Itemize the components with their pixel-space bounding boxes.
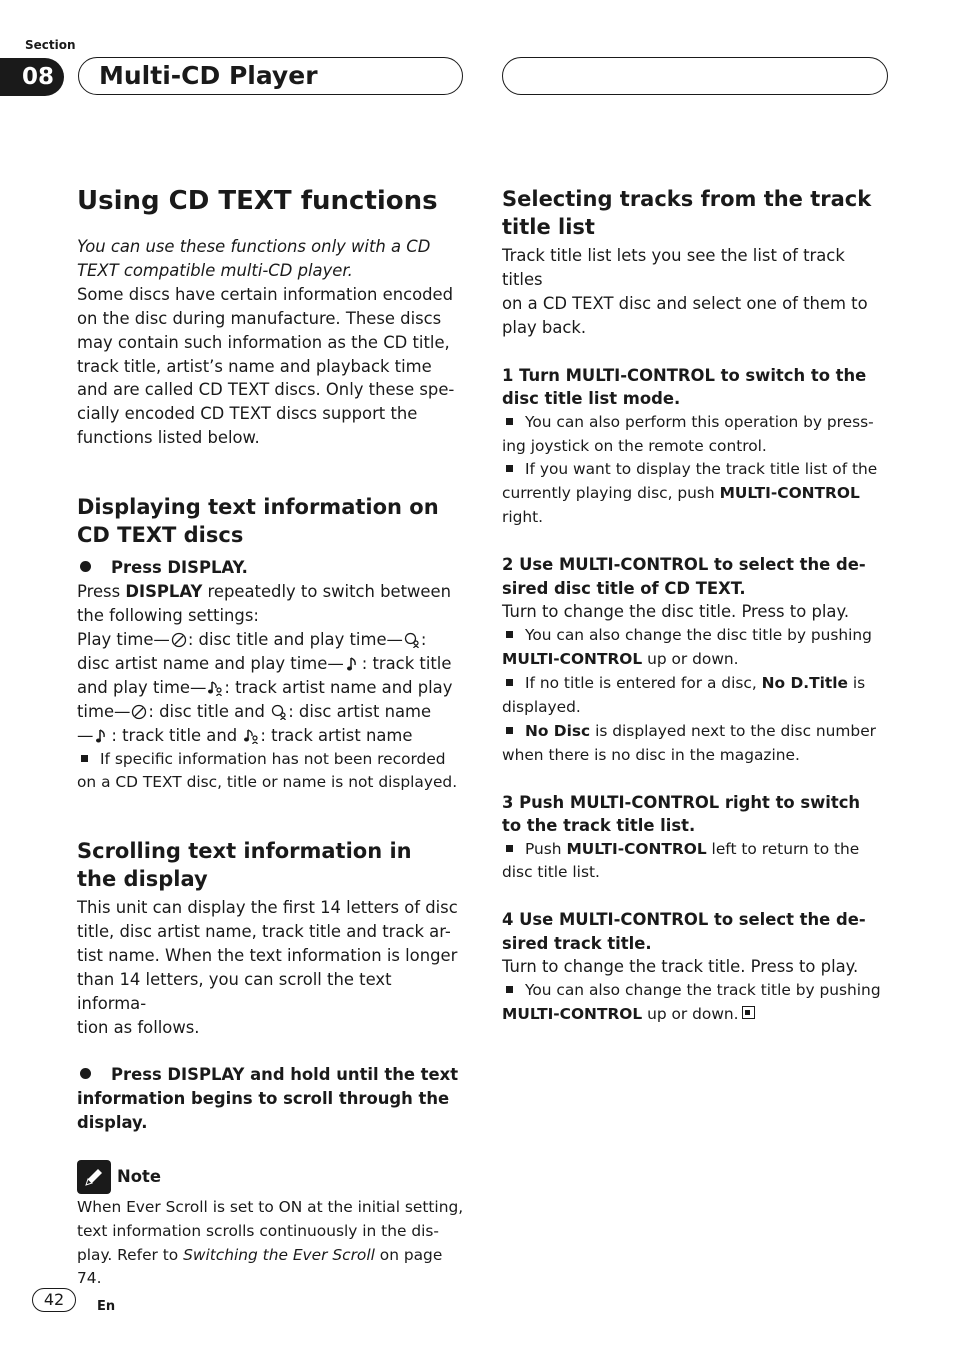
press-display-step: Press DISPLAY. <box>77 556 465 580</box>
note-text: When Ever Scroll is set to ON at the initial setting, text information scrolls continuously in the dis- play. Refer to Switching the Ever Scroll on page 74. <box>77 1197 464 1288</box>
step-3: 3 Push MULTI-CONTROL right to switch to the track title list. <box>502 792 861 835</box>
section-label: Section <box>25 38 76 52</box>
step-2-body: Turn to change the disc title. Press to play. <box>502 602 850 622</box>
right-column <box>502 185 890 1027</box>
selecting-heading: Selecting tracks from the track title list <box>502 187 872 239</box>
scrolling-paragraph: This unit can display the first 14 letters of disc title, disc artist name, track title and track ar- tist name. When the text information is longer than 14 letters, you can scroll the text informa- tion as follows. <box>77 898 458 1037</box>
display-note: If specific information has not been recorded on a CD TEXT disc, title or name is not displayed. <box>77 749 458 792</box>
disc-artist-icon <box>271 704 287 720</box>
blank-header-pill <box>502 57 888 95</box>
note-label: Note <box>117 1167 161 1187</box>
step-1-notes: You can also perform this operation by press- ing joystick on the remote control. If you want to display the track title list of the currently playing disc, push MULTI-CONTROL right. <box>502 412 878 527</box>
chapter-title: Multi-CD Player <box>78 57 463 95</box>
selecting-intro: Track title list lets you see the list of track titles on a CD TEXT disc and select one of them to play back. <box>502 246 868 337</box>
step-4-body: Turn to change the track title. Press to play. <box>502 957 859 977</box>
disc-artist-icon <box>404 632 420 648</box>
track-artist-icon <box>207 680 223 696</box>
section-number: 08 <box>21 64 54 90</box>
scrolling-heading: Scrolling text information in the display <box>77 839 412 892</box>
displaying-heading: Displaying text information on CD TEXT discs <box>77 495 439 548</box>
pencil-icon <box>77 1160 111 1194</box>
step-4-notes: You can also change the track title by pushing MULTI-CONTROL up or down. <box>502 981 881 1024</box>
step-2: 2 Use MULTI-CONTROL to select the de- sired disc title of CD TEXT. <box>502 555 866 598</box>
disc-title-icon <box>171 632 187 648</box>
step-3-notes: Push MULTI-CONTROL left to return to the disc title list. <box>502 839 860 882</box>
note-header <box>77 1160 465 1194</box>
page-number: 42 <box>32 1288 76 1312</box>
left-column <box>77 183 465 1291</box>
track-title-icon <box>345 656 361 672</box>
hold-display-step: Press DISPLAY and hold until the text information begins to scroll through the display. <box>77 1063 465 1135</box>
step-4: 4 Use MULTI-CONTROL to select the de- sired track title. <box>502 910 866 953</box>
intro-paragraph: Some discs have certain information encoded on the disc during manufacture. These discs may contain such information as the CD title, track title, artist’s name and playback time and are called CD TEXT discs. Only these spe- cially encoded CD TEXT discs support the functions listed below. <box>77 284 455 448</box>
display-settings-paragraph: Press DISPLAY repeatedly to switch between the following settings: Play time— : disc title and play time— : disc artist name and play time— : track title and play time— : track artist name and play time— : disc title and : disc artist name — : track title and : track artist name <box>77 582 453 745</box>
track-artist-icon <box>243 728 259 744</box>
intro-italic: You can use these functions only with a CD TEXT compatible multi-CD player. <box>77 237 431 280</box>
end-mark-icon <box>742 1006 755 1019</box>
language-label: En <box>97 1299 116 1314</box>
step-1: 1 Turn MULTI-CONTROL to switch to the disc title list mode. <box>502 365 867 409</box>
section-number-tab <box>0 58 64 96</box>
step-2-notes: You can also change the disc title by pushing MULTI-CONTROL up or down. If no title is entered for a disc, No D.Title is displayed. No Disc is displayed next to the disc number when there is no disc in the magazine. <box>502 626 876 764</box>
disc-title-icon <box>131 704 147 720</box>
page-title: Using CD TEXT functions <box>77 186 438 216</box>
track-title-icon <box>94 728 110 744</box>
